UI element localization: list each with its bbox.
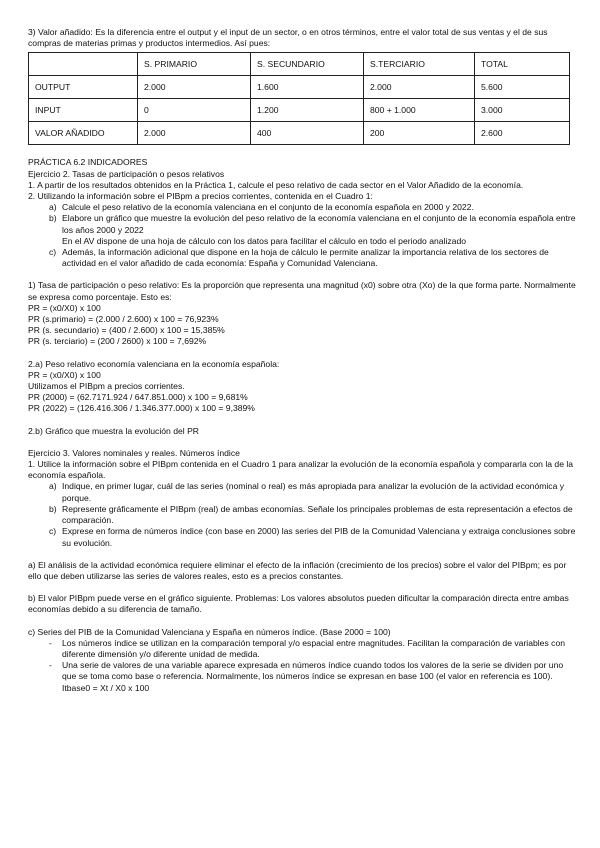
table-row [29, 99, 570, 122]
table-cell: VALOR AÑADIDO [29, 122, 138, 145]
intro-paragraph: 3) Valor añadido: Es la diferencia entre el output y el input de un sector, o en otros términos, entre el valor total de sus ventas y el de sus compras de materias primas y productos intermedios. Así pues: [28, 27, 548, 49]
table-cell: 3.000 [475, 99, 570, 122]
answer-3c-title: c) Series del PIB de la Comunidad Valenciana y España en números índice. (Base 2000 = 100) [28, 626, 391, 637]
formula-line: PR = (x0/X0) x 100 [28, 369, 101, 380]
list-item [28, 202, 576, 213]
list-marker: - [49, 660, 52, 671]
table-cell: 1.600 [251, 76, 364, 99]
table-cell: 200 [364, 122, 475, 145]
list-item-text: En el AV dispone de una hoja de cálculo con los datos para facilitar el cálculo en todo el periodo analizado [62, 235, 467, 246]
formula-line: PR = (x0/X0) x 100 [28, 302, 101, 313]
table-header-cell: TOTAL [475, 53, 570, 76]
table-cell: INPUT [29, 99, 138, 122]
list-marker [28, 236, 62, 247]
exercise-3-question-1: 1. Utilice la información sobre el PIBpm contenida en el Cuadro 1 para analizar la evolución de la economía española y compararla con la de la economía española. [28, 459, 574, 481]
formula-line: PR (s. terciario) = (200 / 2600) x 100 = 7,692% [28, 336, 207, 347]
table-cell: 2.000 [364, 76, 475, 99]
exercise-2-question-2: 2. Utilizando la información sobre el PIBpm a precios corrientes, contenida en el Cuadro 1: [28, 191, 373, 202]
formula-line: PR (s. secundario) = (400 / 2.600) x 100 = 15,385% [28, 325, 225, 336]
table-row [29, 122, 570, 145]
exercise-3-title: Ejercicio 3. Valores nominales y reales. Números índice [28, 447, 240, 458]
table-cell: OUTPUT [29, 76, 138, 99]
list-item-text: Exprese en forma de números índice (con base en 2000) las series del PIB de la Comunidad Valenciana y extraiga conclusiones sobre su evolución. [62, 526, 576, 548]
list-item-text: Además, la información adicional que dispone en la hoja de cálculo le permite analizar la importancia relativa de los sectores de actividad en el valor añadido de cada economía: España y Comunidad Valenciana. [62, 247, 549, 269]
list-item-text: Represente gráficamente el PIBpm (real) de ambas economías. Señale los principales problemas de esta representación a efectos de comparación. [62, 503, 573, 526]
list-item-text: Calcule el peso relativo de la economía valenciana en el conjunto de la economía española en 2000 y 2022. [62, 202, 474, 213]
answer-2b-title: 2.b) Gráfico que muestra la evolución del PR [28, 425, 200, 436]
list-item-text: Indique, en primer lugar, cuál de las series (nominal o real) es más apropiada para analizar la evolución de la actividad económica y porque. [62, 481, 565, 503]
list-item-text: Una serie de valores de una variable aparece expresada en números índice cuando todos los valores de la serie se dividen por uno que se toma como base o referencia. Normalmente, los números índice se expresan en base 100 (el valor en referencia es 100). Itbase0 = Xt / X0 x 100 [62, 660, 564, 693]
table-header-cell: S. SECUNDARIO [251, 53, 364, 76]
table-cell: 2.600 [475, 122, 570, 145]
list-item [28, 213, 576, 235]
table-cell: 800 + 1.000 [364, 99, 475, 122]
list-marker: a) [49, 481, 57, 492]
table-header-cell: S.TERCIARIO [364, 53, 475, 76]
list-item [28, 247, 576, 269]
exercise-2-question-1: 1. A partir de los resultados obtenidos en la Práctica 1, calcule el peso relativo de cada sector en el Valor Añadido de la economía. [28, 179, 524, 190]
answer-1-intro: 1) Tasa de participación o peso relativo: Es la proporción que representa una magnitud (x0) sobre otra (Xo) de la que forma parte. Normalmente se expresa como porcentaje. Esto es: [28, 280, 576, 302]
exercise-3-subitems [28, 481, 576, 548]
exercise-2-subitems [28, 202, 576, 269]
table-cell: 2.000 [138, 76, 251, 99]
list-item [28, 526, 576, 548]
answer-3b: b) El valor PIBpm puede verse en el gráfico siguiente. Problemas: Los valores absolutos pueden dificultar la comparación directa entre ambas economías debido a su diferencia de tamaño. [28, 593, 569, 615]
exercise-2-title: Ejercicio 2. Tasas de participación o pesos relativos [28, 168, 225, 179]
list-marker: a) [49, 202, 57, 213]
table-header-cell [29, 53, 138, 76]
table-cell: 2.000 [138, 122, 251, 145]
table-row [29, 76, 570, 99]
value-added-table [28, 52, 570, 145]
list-item [28, 236, 576, 247]
list-marker: - [49, 637, 52, 648]
table-cell: 5.600 [475, 76, 570, 99]
list-marker: b) [49, 213, 57, 224]
list-item [28, 660, 576, 694]
list-marker: c) [49, 526, 57, 537]
formula-line: PR (2000) = (62.7171.924 / 647.851.000) x 100 = 9,681% [28, 392, 248, 403]
list-marker: b) [49, 503, 57, 514]
list-marker: c) [49, 247, 57, 258]
list-item [28, 504, 576, 526]
table-cell: 0 [138, 99, 251, 122]
practica-title: PRÁCTICA 6.2 INDICADORES [28, 157, 148, 168]
answer-2a-note: Utilizamos el PIBpm a precios corrientes. [28, 381, 185, 392]
formula-line: PR (s.primario) = (2.000 / 2.600) x 100 = 76,923% [28, 314, 219, 325]
list-item-text: Los números índice se utilizan en la comparación temporal y/o espacial entre magnitudes. Facilitan la comparación de variables con diferente dimensión y/o diferente unidad de medida. [62, 637, 566, 659]
answer-3a: a) El análisis de la actividad económica requiere eliminar el efecto de la inflación (crecimiento de los precios) sobre el valor del PIBpm; es por ello que deben utilizarse las series de valores reales, esto es a precios constantes. [28, 559, 567, 581]
list-item [28, 481, 576, 503]
table-cell: 1.200 [251, 99, 364, 122]
table-cell: 400 [251, 122, 364, 145]
table-header-cell: S. PRIMARIO [138, 53, 251, 76]
table-header-row [29, 53, 570, 76]
answer-2a-title: 2.a) Peso relativo economía valenciana en la economía española: [28, 358, 280, 369]
list-item-text: Elabore un gráfico que muestre la evolución del peso relativo de la economía valenciana en el conjunto de la economía española entre los años 2000 y 2022 [62, 213, 576, 235]
answer-3c-bullets [28, 638, 576, 694]
list-item [28, 638, 576, 660]
formula-line: PR (2022) = (126.416.306 / 1.346.377.000) x 100 = 9,389% [28, 403, 255, 414]
